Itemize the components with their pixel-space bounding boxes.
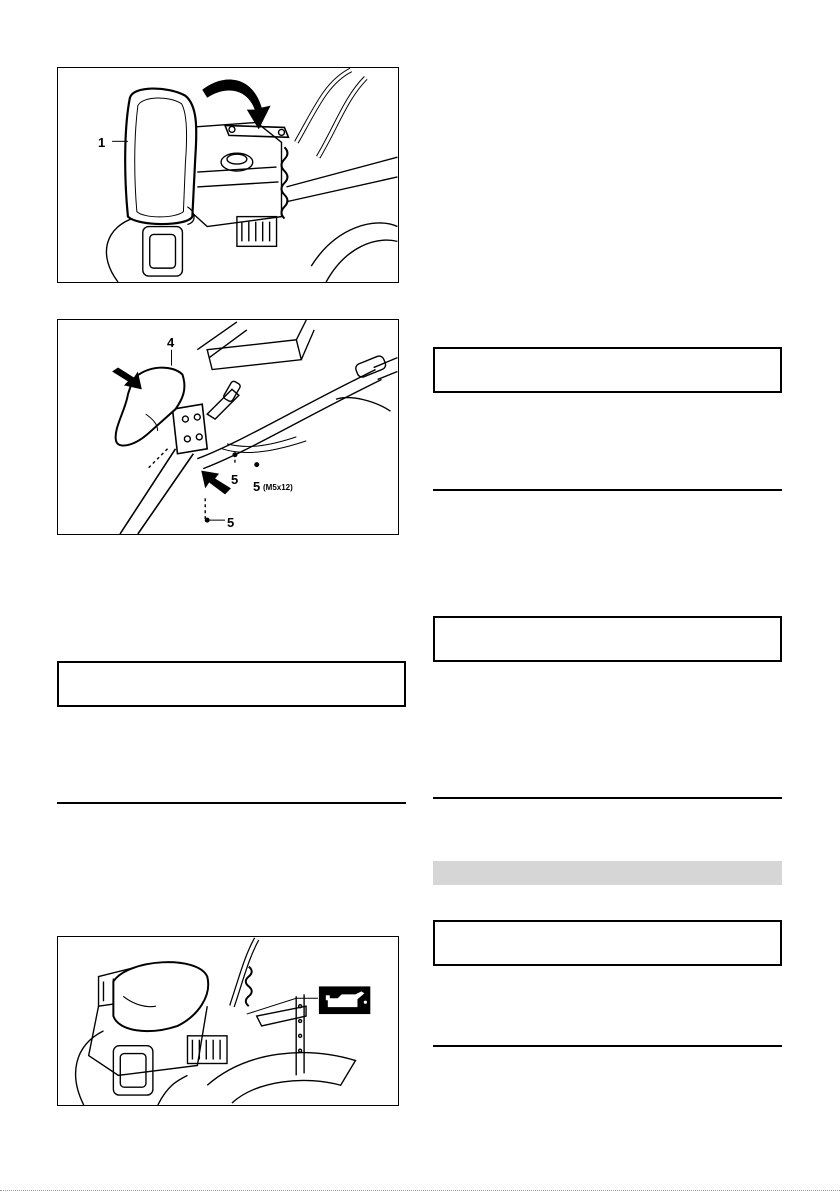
oil-can-icon [319, 986, 370, 1014]
section-rule [57, 802, 406, 804]
page-bottom-edge [0, 1190, 840, 1191]
figure-handle-cover-assembly [57, 319, 399, 535]
callout-label: 4 [167, 335, 175, 350]
note-box [433, 347, 782, 393]
engine-cover-illustration [58, 68, 398, 282]
callout-label: 5 [227, 515, 235, 530]
engine-oil-illustration [58, 937, 398, 1105]
callout-label: 5 [253, 479, 261, 494]
screw-icon [205, 452, 259, 522]
section-rule [433, 1045, 782, 1047]
figure-engine-cover-fold [57, 67, 399, 283]
section-rule [433, 489, 782, 491]
rotation-arrow-icon [202, 80, 270, 130]
engine-cover-part [113, 962, 208, 1031]
figure-engine-oil-check [57, 936, 399, 1106]
note-box [433, 920, 782, 966]
section-rule [433, 797, 782, 799]
note-box [433, 616, 782, 662]
callout-label: 1 [98, 135, 106, 150]
callout-label: (M5x12) [263, 483, 293, 492]
section-heading-bar [433, 861, 782, 885]
callout-label: 5 [231, 472, 239, 487]
engine-cover-part [125, 89, 196, 225]
note-box [57, 661, 406, 707]
handle-cover-illustration [58, 320, 398, 534]
